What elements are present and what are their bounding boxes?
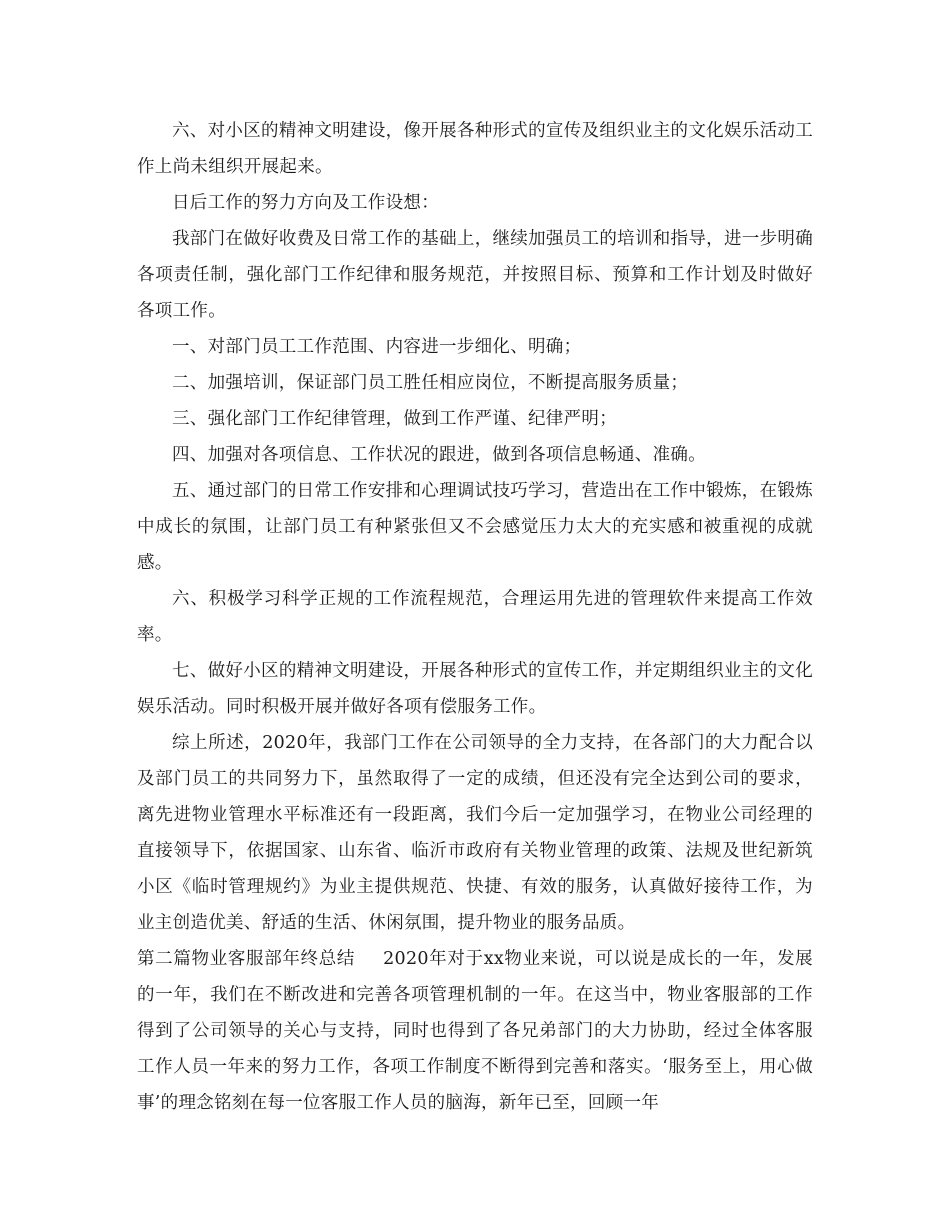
paragraph-department-plan: 我部门在做好收费及日常工作的基础上，继续加强员工的培训和指导，进一步明确各项责任制，强化部门工作纪律和服务规范，并按照目标、预算和工作计划及时做好各项工作。: [137, 229, 813, 321]
list-item-7: 七、做好小区的精神文明建设，开展各种形式的宣传工作，并定期组织业主的文化娱乐活动。同时积极开展并做好各项有偿服务工作。: [137, 661, 813, 717]
second-section-body: 2020年对于xx物业来说，可以说是成长的一年，发展的一年，我们在不断改进和完善各项管理机制的一年。在这当中，物业客服部的工作得到了公司领导的关心与支持，同时也得到了各兄弟部门的大力协助，经过全体客服工作人员一年来的努力工作，各项工作制度不断得到完善和落实。‘服务至上，用心做事’的理念铭刻在每一位客服工作人员的脑海，新年已至，回顾一年: [137, 949, 813, 1113]
list-item-4: 四、加强对各项信息、工作状况的跟进，做到各项信息畅通、准确。: [172, 445, 706, 465]
list-item-3: 三、强化部门工作纪律管理，做到工作严谨、纪律严明；: [172, 409, 617, 429]
paragraph-future-direction-heading: 日后工作的努力方向及工作设想：: [172, 193, 439, 213]
list-item-5: 五、通过部门的日常工作安排和心理调试技巧学习，营造出在工作中锻炼，在锻炼中成长的氛围，让部门员工有种紧张但又不会感觉压力太大的充实感和被重视的成就感。: [137, 481, 813, 573]
paragraph-summary: 综上所述，2020年，我部门工作在公司领导的全力支持，在各部门的大力配合以及部门员工的共同努力下，虽然取得了一定的成绩，但还没有完全达到公司的要求，离先进物业管理水平标准还有一段距离，我们今后一定加强学习，在物业公司经理的直接领导下，依据国家、山东省、临沂市政府有关物业管理的政策、法规及世纪新筑小区《临时管理规约》为业主提供规范、快捷、有效的服务，认真做好接待工作，为业主创造优美、舒适的生活、休闲氛围，提升物业的服务品质。: [137, 733, 813, 933]
second-section: [137, 941, 813, 1121]
list-item-6: 六、积极学习科学正规的工作流程规范，合理运用先进的管理软件来提高工作效率。: [137, 589, 813, 645]
list-item-2: 二、加强培训，保证部门员工胜任相应岗位，不断提高服务质量；: [172, 373, 689, 393]
list-item-1: 一、对部门员工工作范围、内容进一步细化、明确；: [172, 337, 582, 357]
paragraph-spiritual-civilization: 六、对小区的精神文明建设，像开展各种形式的宣传及组织业主的文化娱乐活动工作上尚未组织开展起来。: [137, 121, 813, 177]
document-page: [137, 113, 813, 1121]
second-section-heading: 第二篇物业客服部年终总结: [137, 949, 356, 969]
